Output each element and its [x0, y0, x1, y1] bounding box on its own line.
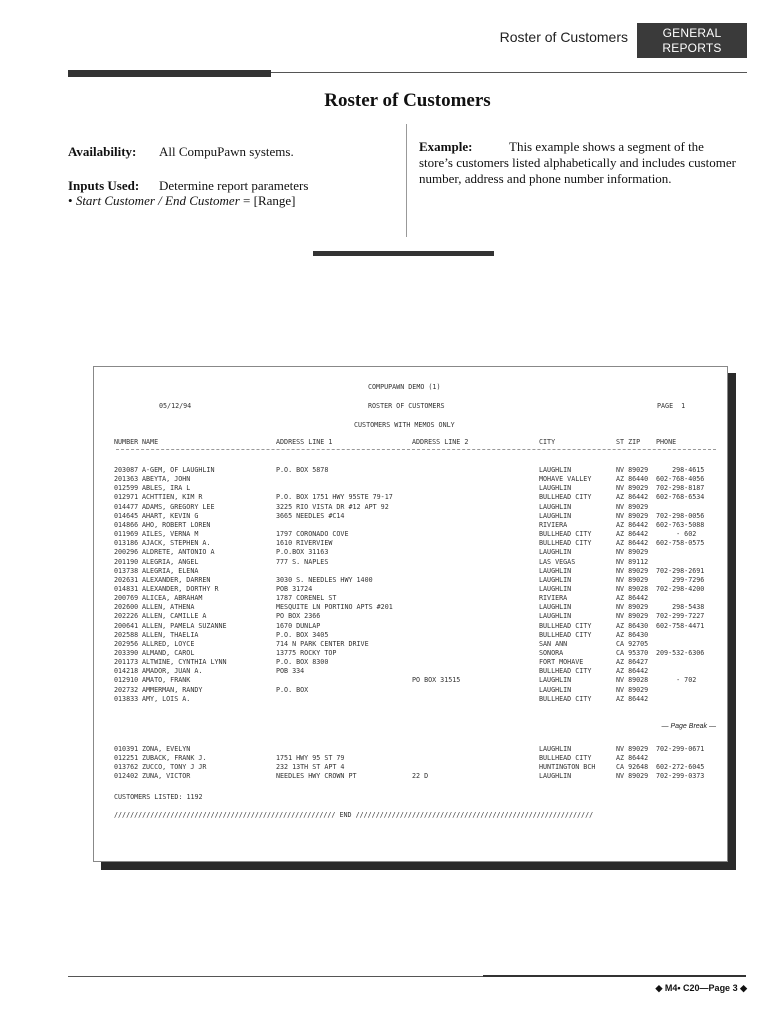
cell-address1: 777 S. NAPLES [276, 557, 329, 566]
cell-number: 203390 [114, 649, 139, 657]
cell-name: A-GEM, OF LAUGHLIN [142, 466, 215, 474]
cell-address1: 3030 S. NEEDLES HWY 1400 [276, 575, 373, 584]
inputs-range-bullet [68, 193, 295, 209]
cell-address1: PO BOX 2366 [276, 612, 321, 621]
cell-address1: 13775 ROCKY TOP [276, 649, 337, 657]
cell-stzip: NV 89029 [616, 484, 649, 493]
cell-city: LAUGHLIN [539, 745, 572, 753]
cell-address1: POB 31724 [276, 584, 313, 593]
cell-city: SAN ANN [539, 639, 568, 648]
cell-city: BULLHEAD CITY [539, 694, 592, 703]
cell-phone: 602-272-6045 [656, 763, 705, 772]
cell-stzip: NV 89029 [616, 575, 649, 584]
cell-number: 014866 [114, 520, 139, 529]
cell-name: ALEGRIA, ANGEL [142, 557, 199, 566]
cell-phone: 702-299-0373 [656, 772, 705, 781]
cell-address1: MESQUITE LN PORTINO APTS #201 [276, 603, 393, 612]
cell-city: LAUGHLIN [539, 685, 572, 694]
cell-stzip: NV 89029 [616, 772, 649, 781]
cell-city: SONORA [539, 649, 564, 657]
cell-address1: 1751 HWY 95 ST 79 [276, 754, 345, 763]
section-divider-bar [313, 251, 494, 256]
cell-stzip: AZ 86442 [616, 539, 649, 548]
cell-city: LAS VEGAS [539, 557, 576, 566]
cell-address1: 1797 CORONADO COVE [276, 530, 349, 539]
cell-address1: 714 N PARK CENTER DRIVE [276, 639, 369, 648]
report-subtitle: CUSTOMERS WITH MEMOS ONLY [354, 421, 455, 429]
cell-number: 010391 [114, 745, 139, 753]
cell-address1: 1787 CORENEL ST [276, 594, 337, 603]
cell-number: 012402 [114, 772, 139, 781]
cell-address1: 3665 NEEDLES #C14 [276, 511, 345, 520]
cell-city: LAUGHLIN [539, 502, 572, 511]
cell-stzip: AZ 86442 [616, 493, 649, 502]
cell-city: RIVIERA [539, 594, 568, 603]
section-tab [637, 23, 747, 58]
cell-phone: 602-763-5088 [656, 520, 705, 529]
cell-name: ZUBACK, FRANK J. [142, 754, 207, 763]
cell-name: ALICEA, ABRAHAM [142, 594, 203, 603]
cell-address1: P.O. BOX 1751 HWY 95STE 79-17 [276, 493, 393, 502]
cell-phone: 298-5438 [656, 603, 705, 612]
cell-number: 011969 [114, 530, 139, 539]
cell-name: ALEXANDER, DORTHY R [142, 584, 219, 593]
column-header-address2: ADDRESS LINE 2 [412, 438, 469, 446]
cell-city: MOHAVE VALLEY [539, 475, 592, 484]
column-header-address1: ADDRESS LINE 1 [276, 438, 333, 446]
cell-stzip: NV 89029 [616, 612, 649, 621]
cell-stzip: NV 89029 [616, 685, 649, 694]
cell-number: 202732 [114, 685, 139, 694]
report-page: PAGE 1 [657, 402, 686, 410]
cell-number: 200769 [114, 594, 139, 603]
cell-city: BULLHEAD CITY [539, 493, 592, 502]
cell-phone: 602-768-6534 [656, 493, 705, 502]
cell-number: 201173 [114, 658, 139, 667]
example-label: Example: [419, 139, 473, 154]
cell-stzip: NV 89029 [616, 566, 649, 575]
section-tab-line1: GENERAL [662, 26, 722, 40]
cell-stzip: AZ 86430 [616, 621, 649, 630]
example-block [419, 139, 739, 187]
cell-stzip: AZ 86442 [616, 667, 649, 676]
cell-number: 014645 [114, 511, 139, 520]
report-end-line: /////////////////////////////////////////////////////// END /////////////////////////////////////////////////////////// [114, 811, 594, 819]
cell-city: HUNTINGTON BCH [539, 763, 596, 772]
footer-rule-thick [483, 975, 746, 977]
cell-number: 202631 [114, 575, 139, 584]
cell-city: LAUGHLIN [539, 566, 572, 575]
header-rule-thick [68, 70, 271, 77]
cell-city: LAUGHLIN [539, 548, 572, 557]
cell-city: LAUGHLIN [539, 575, 572, 584]
cell-stzip: NV 89029 [616, 502, 649, 511]
header-rule-thin [271, 72, 747, 73]
cell-name: ALLEN, ATHENA [142, 603, 195, 612]
cell-city: RIVIERA [539, 520, 568, 529]
bullet-prefix: • [68, 193, 76, 208]
range-value: = [Range] [239, 193, 296, 208]
cell-address2: 22 D [412, 772, 429, 781]
cell-city: LAUGHLIN [539, 676, 572, 685]
cell-city: BULLHEAD CITY [539, 754, 592, 763]
cell-name: ZUNA, VICTOR [142, 772, 191, 781]
cell-address1: P.O.BOX 31163 [276, 548, 329, 557]
availability-value: All CompuPawn systems. [159, 144, 294, 159]
column-header-phone: PHONE [656, 438, 677, 446]
cell-number: 012599 [114, 484, 139, 493]
cell-city: LAUGHLIN [539, 603, 572, 612]
cell-address1: P.O. BOX 3405 [276, 630, 329, 639]
column-divider [406, 124, 407, 237]
cell-city: LAUGHLIN [539, 584, 572, 593]
cell-name: ALLRED, LOYCE [142, 639, 195, 648]
cell-number: 013186 [114, 539, 139, 548]
cell-stzip: AZ 86440 [616, 475, 649, 484]
cell-number: 014218 [114, 667, 139, 676]
page-title: Roster of Customers [324, 90, 491, 111]
column-header-number: NUMBER [114, 438, 139, 446]
report-date: 05/12/94 [159, 402, 192, 410]
cell-city: LAUGHLIN [539, 511, 572, 520]
cell-phone: 602-758-4471 [656, 621, 705, 630]
cell-number: 013833 [114, 694, 139, 703]
cell-stzip: AZ 86442 [616, 530, 649, 539]
cell-stzip: AZ 86430 [616, 630, 649, 639]
cell-name: ACHTTIEN, KIM R [142, 493, 203, 502]
cell-address1: 1610 RIVERVIEW [276, 539, 333, 548]
cell-phone: 299-7296 [656, 575, 705, 584]
column-header-stzip: ST ZIP [616, 438, 641, 446]
cell-stzip: AZ 86442 [616, 520, 649, 529]
cell-number: 202600 [114, 603, 139, 612]
cell-stzip: CA 92705 [616, 639, 649, 648]
cell-number: 014831 [114, 584, 139, 593]
cell-stzip: NV 89029 [616, 466, 649, 474]
page-reference: ◆ M4• C20—Page 3 ◆ [655, 983, 747, 993]
cell-name: AILES, VERNA M [142, 530, 199, 539]
inputs-value: Determine report parameters [159, 178, 309, 193]
cell-city: BULLHEAD CITY [539, 667, 592, 676]
cell-city: BULLHEAD CITY [539, 530, 592, 539]
cell-phone: 702-298-8187 [656, 484, 705, 493]
cell-stzip: NV 89029 [616, 745, 649, 753]
cell-phone: 298-4615 [656, 466, 705, 474]
cell-address1: P.O. BOX [276, 685, 309, 694]
cell-phone: 702-299-7227 [656, 612, 705, 621]
cell-name: ZONA, EVELYN [142, 745, 191, 753]
cell-name: AJACK, STEPHEN A. [142, 539, 211, 548]
cell-stzip: NV 89028 [616, 676, 649, 685]
cell-city: LAUGHLIN [539, 772, 572, 781]
cell-city: BULLHEAD CITY [539, 539, 592, 548]
cell-name: AMATO, FRANK [142, 676, 191, 685]
cell-name: AMY, LOIS A. [142, 694, 191, 703]
header-rule [116, 449, 716, 450]
cell-name: ABLES, IRA L [142, 484, 191, 493]
range-fields: Start Customer / End Customer [75, 193, 240, 208]
section-tab-line2: REPORTS [662, 41, 722, 55]
report-sample [93, 366, 728, 862]
cell-city: FORT MOHAVE [539, 658, 584, 667]
cell-name: AMMERMAN, RANDY [142, 685, 203, 694]
report-company: COMPUPAWN DEMO (1) [368, 383, 441, 391]
page-break: — Page Break — [661, 723, 716, 730]
cell-number: 202226 [114, 612, 139, 621]
cell-name: AMADOR, JUAN A. [142, 667, 203, 676]
cell-name: ALLEN, CAMILLE A [142, 612, 207, 621]
cell-name: ABEYTA, JOHN [142, 475, 191, 484]
cell-stzip: AZ 86442 [616, 694, 649, 703]
cell-phone: 702-298-4200 [656, 584, 705, 593]
cell-name: ALMAND, CAROL [142, 649, 195, 657]
cell-name: AHART, KEVIN G [142, 511, 199, 520]
cell-address1: NEEDLES HWY CROWN PT [276, 772, 357, 781]
customers-listed: CUSTOMERS LISTED: 1192 [114, 793, 203, 801]
cell-number: 012251 [114, 754, 139, 763]
cell-name: ALLEN, PAMELA SUZANNE [142, 621, 227, 630]
cell-phone: - 602 [656, 530, 697, 539]
cell-number: 012971 [114, 493, 139, 502]
column-header-city: CITY [539, 438, 556, 446]
cell-address1: P.O. BOX 5878 [276, 466, 329, 474]
cell-number: 200641 [114, 621, 139, 630]
cell-number: 200296 [114, 548, 139, 557]
cell-number: 012910 [114, 676, 139, 685]
cell-address2: PO BOX 31515 [412, 676, 461, 685]
cell-address1: 232 13TH ST APT 4 [276, 763, 345, 772]
cell-phone: 209-532-6306 [656, 649, 705, 657]
cell-stzip: NV 89029 [616, 603, 649, 612]
inputs-label: Inputs Used: [68, 178, 140, 193]
column-header-name: NAME [142, 438, 159, 446]
cell-name: AHO, ROBERT LOREN [142, 520, 211, 529]
cell-name: ADAMS, GREGORY LEE [142, 502, 215, 511]
cell-name: ALTWINE, CYNTHIA LYNN [142, 658, 227, 667]
cell-stzip: CA 95370 [616, 649, 649, 657]
cell-name: ALDRETE, ANTONIO A [142, 548, 215, 557]
cell-phone: 702-298-0056 [656, 511, 705, 520]
cell-number: 013762 [114, 763, 139, 772]
cell-number: 201190 [114, 557, 139, 566]
cell-stzip: NV 89112 [616, 557, 649, 566]
example-text: This example shows a segment of the store’s customers listed alphabetically and includes customer number, address and phone number information. [419, 139, 736, 186]
cell-number: 203087 [114, 466, 139, 474]
cell-phone: 702-299-0671 [656, 745, 705, 753]
cell-stzip: NV 89029 [616, 548, 649, 557]
cell-stzip: AZ 86427 [616, 658, 649, 667]
cell-city: LAUGHLIN [539, 484, 572, 493]
availability-label: Availability: [68, 144, 137, 159]
cell-city: BULLHEAD CITY [539, 630, 592, 639]
cell-stzip: CA 92648 [616, 763, 649, 772]
cell-number: 201363 [114, 475, 139, 484]
cell-number: 014477 [114, 502, 139, 511]
cell-stzip: AZ 86442 [616, 594, 649, 603]
cell-city: BULLHEAD CITY [539, 621, 592, 630]
cell-number: 013738 [114, 566, 139, 575]
cell-phone: 602-758-0575 [656, 539, 705, 548]
cell-address1: P.O. BOX 8300 [276, 658, 329, 667]
cell-address1: POB 334 [276, 667, 305, 676]
cell-address1: 3225 RIO VISTA DR #12 APT 92 [276, 502, 389, 511]
cell-phone: 702-298-2691 [656, 566, 705, 575]
cell-number: 202588 [114, 630, 139, 639]
report-title: ROSTER OF CUSTOMERS [368, 402, 445, 410]
cell-name: ALEXANDER, DARREN [142, 575, 211, 584]
cell-name: ALEGRIA, ELENA [142, 566, 199, 575]
cell-stzip: AZ 86442 [616, 754, 649, 763]
cell-city: LAUGHLIN [539, 466, 572, 474]
cell-stzip: NV 89029 [616, 511, 649, 520]
cell-number: 202956 [114, 639, 139, 648]
cell-name: ALLEN, THAELIA [142, 630, 199, 639]
cell-city: LAUGHLIN [539, 612, 572, 621]
cell-phone: - 702 [656, 676, 697, 685]
header-title: Roster of Customers [499, 29, 628, 45]
cell-stzip: NV 89028 [616, 584, 649, 593]
cell-name: ZUCCO, TONY J JR [142, 763, 207, 772]
cell-address1: 1670 DUNLAP [276, 621, 321, 630]
cell-phone: 602-768-4056 [656, 475, 705, 484]
